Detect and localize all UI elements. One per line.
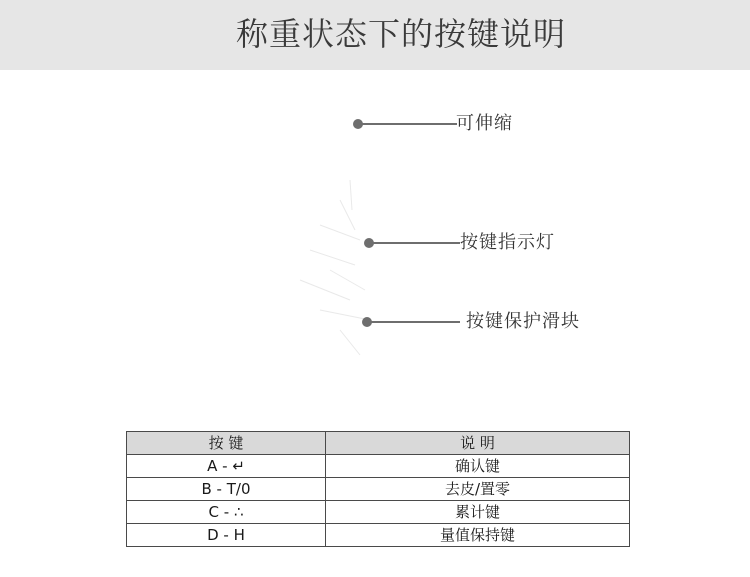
description-cell: 确认键 [326,455,630,478]
key-cell: C - ∴ [127,501,326,524]
table-header-row [127,432,630,455]
callout-retractable [353,113,573,134]
header-banner [0,0,750,70]
column-header-key: 按 键 [127,432,326,455]
table-row [127,501,630,524]
description-cell: 累计键 [326,501,630,524]
callout-label: 按键保护滑块 [466,311,580,332]
key-cell: B - T/0 [127,478,326,501]
callout-line [361,123,457,125]
table-row [127,524,630,547]
key-cell: D - H [127,524,326,547]
callout-key-guard-slider [362,311,602,332]
callout-label: 按键指示灯 [460,232,555,253]
key-cell: A - ↵ [127,455,326,478]
table-row [127,455,630,478]
key-description-table [126,431,630,547]
callout-line [372,242,460,244]
callout-key-indicator [364,232,584,253]
page-title: 称重状态下的按键说明 [236,15,567,53]
description-cell: 去皮/置零 [326,478,630,501]
callout-label: 可伸缩 [456,113,513,134]
column-header-description: 说 明 [326,432,630,455]
table-row [127,478,630,501]
product-image [280,170,390,360]
callout-line [370,321,460,323]
description-cell: 量值保持键 [326,524,630,547]
